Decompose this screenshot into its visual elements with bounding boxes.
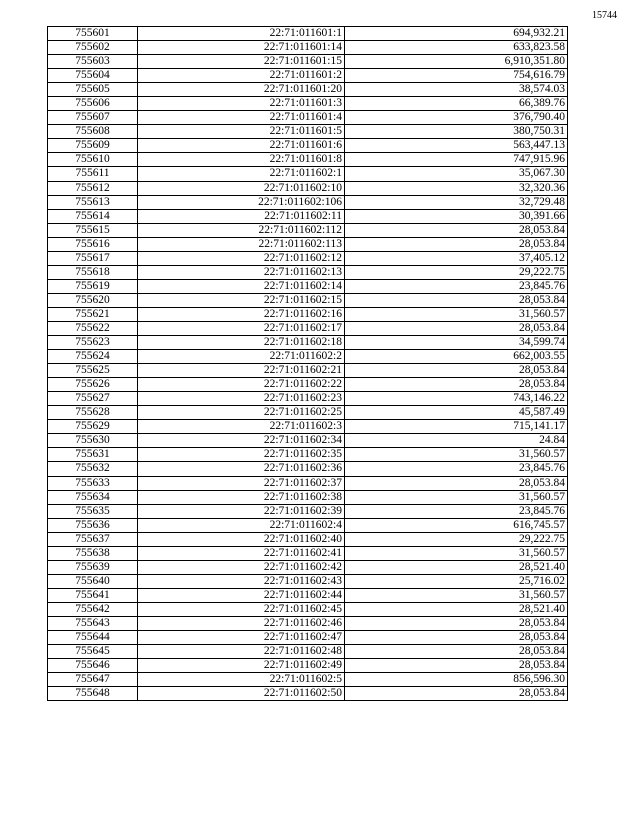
parcel-number-cell: 22:71:011602:41 [138, 546, 345, 560]
amount-cell: 28,053.84 [345, 631, 568, 645]
table-row [48, 237, 568, 251]
parcel-number-cell: 22:71:011602:42 [138, 560, 345, 574]
amount-cell: 34,599.74 [345, 336, 568, 350]
row-id-cell: 755627 [48, 392, 138, 406]
table-row [48, 336, 568, 350]
amount-cell: 28,053.84 [345, 223, 568, 237]
parcel-number-cell: 22:71:011602:18 [138, 336, 345, 350]
parcel-number-cell: 22:71:011601:2 [138, 69, 345, 83]
parcel-number-cell: 22:71:011602:23 [138, 392, 345, 406]
table-row [48, 574, 568, 588]
amount-cell: 28,053.84 [345, 321, 568, 335]
table-row [48, 392, 568, 406]
row-id-cell: 755638 [48, 546, 138, 560]
parcel-number-cell: 22:71:011601:20 [138, 83, 345, 97]
table-row [48, 645, 568, 659]
table-row [48, 111, 568, 125]
page-number: 15744 [592, 10, 617, 21]
amount-cell: 747,915.96 [345, 153, 568, 167]
parcel-number-cell: 22:71:011602:1 [138, 167, 345, 181]
table-row [48, 251, 568, 265]
row-id-cell: 755623 [48, 336, 138, 350]
parcel-number-cell: 22:71:011601:5 [138, 125, 345, 139]
parcel-number-cell: 22:71:011602:25 [138, 406, 345, 420]
amount-cell: 28,053.84 [345, 687, 568, 701]
table-row [48, 687, 568, 701]
amount-cell: 6,910,351.80 [345, 55, 568, 69]
row-id-cell: 755636 [48, 518, 138, 532]
table-row [48, 420, 568, 434]
row-id-cell: 755613 [48, 195, 138, 209]
row-id-cell: 755607 [48, 111, 138, 125]
table-row [48, 265, 568, 279]
parcel-number-cell: 22:71:011602:22 [138, 378, 345, 392]
table-row [48, 631, 568, 645]
row-id-cell: 755643 [48, 616, 138, 630]
amount-cell: 31,560.57 [345, 307, 568, 321]
parcel-number-cell: 22:71:011602:17 [138, 321, 345, 335]
row-id-cell: 755602 [48, 41, 138, 55]
table-row [48, 462, 568, 476]
table-row [48, 97, 568, 111]
row-id-cell: 755648 [48, 687, 138, 701]
amount-cell: 662,003.55 [345, 350, 568, 364]
row-id-cell: 755644 [48, 631, 138, 645]
row-id-cell: 755616 [48, 237, 138, 251]
row-id-cell: 755640 [48, 574, 138, 588]
row-id-cell: 755614 [48, 209, 138, 223]
table-row [48, 350, 568, 364]
table-row [48, 673, 568, 687]
amount-cell: 37,405.12 [345, 251, 568, 265]
row-id-cell: 755637 [48, 532, 138, 546]
parcel-number-cell: 22:71:011602:38 [138, 490, 345, 504]
row-id-cell: 755642 [48, 602, 138, 616]
row-id-cell: 755630 [48, 434, 138, 448]
amount-cell: 28,053.84 [345, 237, 568, 251]
parcel-number-cell: 22:71:011602:14 [138, 279, 345, 293]
row-id-cell: 755603 [48, 55, 138, 69]
table-row [48, 223, 568, 237]
amount-cell: 856,596.30 [345, 673, 568, 687]
parcel-number-cell: 22:71:011602:46 [138, 616, 345, 630]
row-id-cell: 755612 [48, 181, 138, 195]
amount-cell: 28,053.84 [345, 645, 568, 659]
table-row [48, 560, 568, 574]
table-row [48, 448, 568, 462]
table-row [48, 153, 568, 167]
amount-cell: 30,391.66 [345, 209, 568, 223]
table-row [48, 546, 568, 560]
table-row [48, 504, 568, 518]
amount-cell: 28,053.84 [345, 476, 568, 490]
table-row [48, 125, 568, 139]
table-body [48, 27, 568, 701]
row-id-cell: 755611 [48, 167, 138, 181]
table-row [48, 434, 568, 448]
row-id-cell: 755624 [48, 350, 138, 364]
row-id-cell: 755617 [48, 251, 138, 265]
table-row [48, 406, 568, 420]
table-row [48, 167, 568, 181]
amount-cell: 743,146.22 [345, 392, 568, 406]
parcel-number-cell: 22:71:011602:43 [138, 574, 345, 588]
row-id-cell: 755632 [48, 462, 138, 476]
amount-cell: 28,521.40 [345, 602, 568, 616]
parcel-number-cell: 22:71:011602:106 [138, 195, 345, 209]
table-row [48, 27, 568, 41]
parcel-number-cell: 22:71:011601:14 [138, 41, 345, 55]
parcel-number-cell: 22:71:011601:6 [138, 139, 345, 153]
amount-cell: 376,790.40 [345, 111, 568, 125]
table-row [48, 83, 568, 97]
parcel-number-cell: 22:71:011601:15 [138, 55, 345, 69]
table-row [48, 476, 568, 490]
row-id-cell: 755645 [48, 645, 138, 659]
table-row [48, 139, 568, 153]
parcel-number-cell: 22:71:011602:10 [138, 181, 345, 195]
parcel-number-cell: 22:71:011602:36 [138, 462, 345, 476]
row-id-cell: 755608 [48, 125, 138, 139]
table-row [48, 321, 568, 335]
table-row [48, 602, 568, 616]
amount-cell: 31,560.57 [345, 546, 568, 560]
amount-cell: 616,745.57 [345, 518, 568, 532]
table-row [48, 659, 568, 673]
parcel-number-cell: 22:71:011602:45 [138, 602, 345, 616]
row-id-cell: 755601 [48, 27, 138, 41]
amount-cell: 23,845.76 [345, 279, 568, 293]
table-row [48, 41, 568, 55]
row-id-cell: 755615 [48, 223, 138, 237]
row-id-cell: 755619 [48, 279, 138, 293]
amount-cell: 380,750.31 [345, 125, 568, 139]
table-row [48, 195, 568, 209]
table-row [48, 307, 568, 321]
row-id-cell: 755633 [48, 476, 138, 490]
row-id-cell: 755621 [48, 307, 138, 321]
parcel-number-cell: 22:71:011602:49 [138, 659, 345, 673]
parcel-number-cell: 22:71:011602:48 [138, 645, 345, 659]
row-id-cell: 755629 [48, 420, 138, 434]
table-row [48, 588, 568, 602]
parcel-number-cell: 22:71:011602:12 [138, 251, 345, 265]
parcel-number-cell: 22:71:011602:50 [138, 687, 345, 701]
amount-cell: 35,067.30 [345, 167, 568, 181]
row-id-cell: 755610 [48, 153, 138, 167]
table-row [48, 490, 568, 504]
parcel-number-cell: 22:71:011602:112 [138, 223, 345, 237]
parcel-number-cell: 22:71:011602:44 [138, 588, 345, 602]
amount-cell: 694,932.21 [345, 27, 568, 41]
table-row [48, 616, 568, 630]
row-id-cell: 755634 [48, 490, 138, 504]
table-row [48, 69, 568, 83]
parcel-number-cell: 22:71:011602:47 [138, 631, 345, 645]
amount-cell: 28,053.84 [345, 364, 568, 378]
row-id-cell: 755626 [48, 378, 138, 392]
parcel-number-cell: 22:71:011602:15 [138, 293, 345, 307]
row-id-cell: 755606 [48, 97, 138, 111]
amount-cell: 563,447.13 [345, 139, 568, 153]
parcel-number-cell: 22:71:011601:8 [138, 153, 345, 167]
amount-cell: 31,560.57 [345, 588, 568, 602]
table-row [48, 293, 568, 307]
amount-cell: 38,574.03 [345, 83, 568, 97]
parcel-number-cell: 22:71:011602:4 [138, 518, 345, 532]
amount-cell: 28,053.84 [345, 616, 568, 630]
table-row [48, 279, 568, 293]
amount-cell: 28,053.84 [345, 293, 568, 307]
data-table [47, 26, 568, 701]
parcel-number-cell: 22:71:011602:16 [138, 307, 345, 321]
parcel-number-cell: 22:71:011602:37 [138, 476, 345, 490]
amount-cell: 28,053.84 [345, 659, 568, 673]
table-row [48, 378, 568, 392]
row-id-cell: 755609 [48, 139, 138, 153]
amount-cell: 715,141.17 [345, 420, 568, 434]
row-id-cell: 755635 [48, 504, 138, 518]
parcel-number-cell: 22:71:011602:13 [138, 265, 345, 279]
amount-cell: 31,560.57 [345, 448, 568, 462]
amount-cell: 31,560.57 [345, 490, 568, 504]
row-id-cell: 755646 [48, 659, 138, 673]
amount-cell: 24.84 [345, 434, 568, 448]
row-id-cell: 755605 [48, 83, 138, 97]
amount-cell: 633,823.58 [345, 41, 568, 55]
parcel-number-cell: 22:71:011601:4 [138, 111, 345, 125]
row-id-cell: 755604 [48, 69, 138, 83]
parcel-number-cell: 22:71:011602:2 [138, 350, 345, 364]
parcel-number-cell: 22:71:011602:39 [138, 504, 345, 518]
row-id-cell: 755628 [48, 406, 138, 420]
table-row [48, 532, 568, 546]
row-id-cell: 755620 [48, 293, 138, 307]
parcel-number-cell: 22:71:011602:35 [138, 448, 345, 462]
row-id-cell: 755625 [48, 364, 138, 378]
parcel-number-cell: 22:71:011602:40 [138, 532, 345, 546]
parcel-number-cell: 22:71:011602:21 [138, 364, 345, 378]
amount-cell: 66,389.76 [345, 97, 568, 111]
amount-cell: 754,616.79 [345, 69, 568, 83]
parcel-number-cell: 22:71:011602:3 [138, 420, 345, 434]
amount-cell: 32,320.36 [345, 181, 568, 195]
row-id-cell: 755639 [48, 560, 138, 574]
amount-cell: 23,845.76 [345, 504, 568, 518]
amount-cell: 25,716.02 [345, 574, 568, 588]
amount-cell: 28,521.40 [345, 560, 568, 574]
table-row [48, 181, 568, 195]
parcel-number-cell: 22:71:011602:34 [138, 434, 345, 448]
table-row [48, 364, 568, 378]
parcel-number-cell: 22:71:011602:5 [138, 673, 345, 687]
table-row [48, 209, 568, 223]
amount-cell: 29,222.75 [345, 265, 568, 279]
amount-cell: 28,053.84 [345, 378, 568, 392]
row-id-cell: 755647 [48, 673, 138, 687]
row-id-cell: 755641 [48, 588, 138, 602]
amount-cell: 29,222.75 [345, 532, 568, 546]
parcel-number-cell: 22:71:011601:1 [138, 27, 345, 41]
amount-cell: 32,729.48 [345, 195, 568, 209]
table-row [48, 518, 568, 532]
row-id-cell: 755631 [48, 448, 138, 462]
row-id-cell: 755622 [48, 321, 138, 335]
parcel-number-cell: 22:71:011602:113 [138, 237, 345, 251]
row-id-cell: 755618 [48, 265, 138, 279]
parcel-number-cell: 22:71:011601:3 [138, 97, 345, 111]
parcel-number-cell: 22:71:011602:11 [138, 209, 345, 223]
amount-cell: 23,845.76 [345, 462, 568, 476]
amount-cell: 45,587.49 [345, 406, 568, 420]
table-row [48, 55, 568, 69]
